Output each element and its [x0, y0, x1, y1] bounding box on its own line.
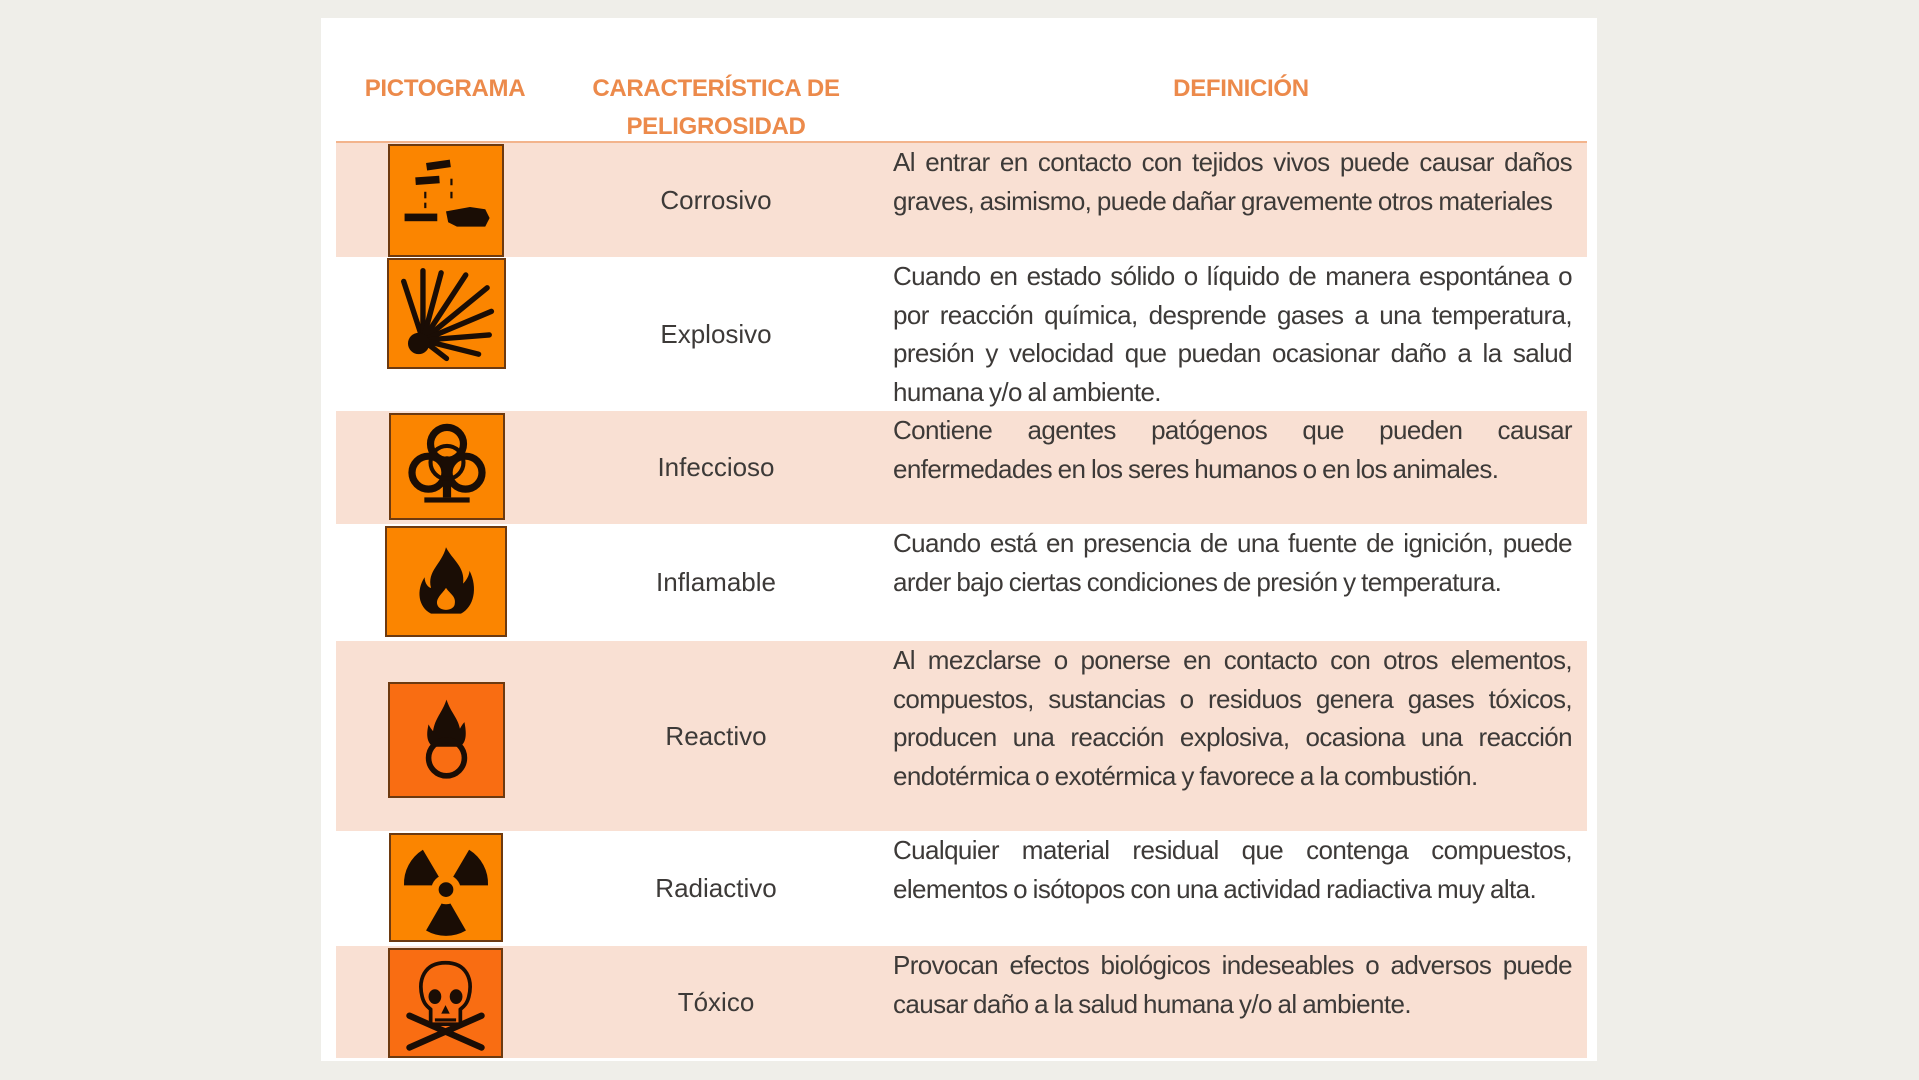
- header-definicion: DEFINICIÓN: [1173, 75, 1309, 102]
- hazard-definition: Cuando está en presencia de una fuente de ignición, puede arder bajo ciertas condiciones de presión y temperatura.: [893, 528, 1572, 597]
- hazard-table: [336, 141, 1587, 1058]
- hazard-definition: Contiene agentes patógenos que pueden causar enfermedades en los seres humanos o en los animales.: [893, 415, 1572, 484]
- table-row-reactivo: [336, 641, 1587, 831]
- hazard-definition: Cualquier material residual que contenga compuestos, elementos o isótopos con una actividad radiactiva muy alta.: [893, 835, 1572, 904]
- flame-icon: [385, 526, 507, 637]
- table-row-corrosivo: [336, 143, 1587, 257]
- pictogram-cell: [336, 946, 520, 1058]
- hazard-name: Explosivo: [660, 318, 772, 349]
- header-pictograma: PICTOGRAMA: [364, 75, 526, 102]
- hazard-definition: Cuando en estado sólido o líquido de manera espontánea o por reacción química, desprende gases a una temperatura, presión y velocidad que puedan ocasionar daño a la salud humana y/o al ambiente.: [893, 261, 1572, 407]
- hazard-name: Inflamable: [656, 567, 776, 597]
- hazard-name: Reactivo: [665, 720, 767, 751]
- pictogram-cell: [336, 411, 520, 524]
- hazard-name: Corrosivo: [660, 184, 772, 215]
- table-row-radiactivo: [336, 831, 1587, 946]
- pictogram-cell: [336, 257, 520, 411]
- header-caracteristica: CARACTERÍSTICA DE PELIGROSIDAD: [592, 75, 840, 140]
- table-row-explosivo: [336, 257, 1587, 411]
- table-row-infeccioso: [336, 411, 1587, 524]
- corrosive-icon: [388, 144, 504, 257]
- pictogram-cell: [336, 641, 520, 831]
- pictogram-cell: [336, 831, 520, 946]
- hazard-table-panel: [321, 18, 1597, 1061]
- hazard-definition: Al entrar en contacto con tejidos vivos puede causar daños graves, asimismo, puede dañar gravemente otros materiales: [893, 147, 1572, 216]
- hazard-name: Tóxico: [677, 986, 755, 1017]
- pictogram-cell: [336, 143, 520, 257]
- hazard-name: Radiactivo: [655, 873, 777, 903]
- hazard-definition: Provocan efectos biológicos indeseables o adversos puede causar daño a la salud humana y/o al ambiente.: [893, 950, 1572, 1019]
- hazard-name: Infeccioso: [657, 452, 775, 482]
- table-row-toxico: [336, 946, 1587, 1058]
- hazard-definition: Al mezclarse o ponerse en contacto con otros elementos, compuestos, sustancias o residuos genera gases tóxicos, producen una reacción explosiva, ocasiona una reacción endotérmica o exotérmica y favorece a la combustión.: [893, 645, 1572, 791]
- pictogram-cell: [336, 524, 520, 641]
- biohazard-icon: [389, 413, 505, 520]
- table-row-inflamable: [336, 524, 1587, 641]
- oxidizer-icon: [388, 682, 505, 798]
- radiation-icon: [389, 833, 503, 942]
- skull-crossbones-icon: [388, 948, 503, 1058]
- explosive-icon: [387, 258, 506, 369]
